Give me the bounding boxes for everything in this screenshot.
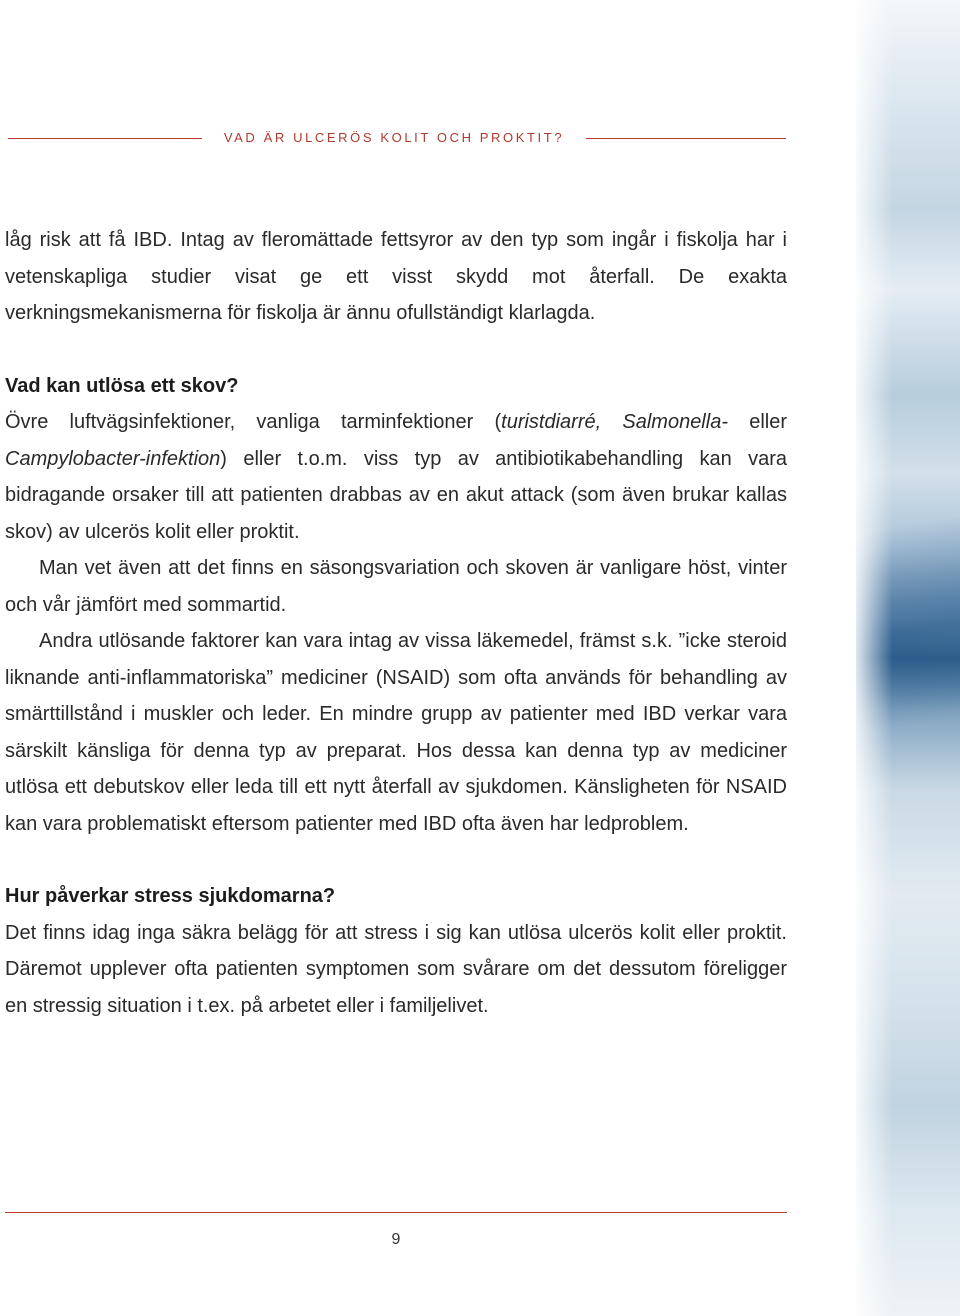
paragraph-triggers: Övre luftvägsinfektioner, vanliga tarminfektioner (turistdiarré, Salmonella- eller Campylobacter-infektion) eller t.o.m. viss typ av antibiotikabehandling kan vara bidragande orsaker till att patienten drabbas av en akut attack (som även brukar kallas skov) av ulcerös kolit eller proktit. — [5, 411, 787, 543]
paragraph-seasonal: Man vet även att det finns en säsongsvariation och skoven är vanligare höst, vinter och vår jämfört med sommartid. — [5, 557, 787, 616]
paragraph-nsaid: Andra utlösande faktorer kan vara intag av vissa läkemedel, främst s.k. ”icke steroid liknande anti-inflammatoriska” mediciner (NSAID) som ofta används för behandling av smärttillstånd i muskler och leder. En mindre grupp av patienter med IBD verkar vara särskilt känsliga för denna typ av preparat. Hos dessa kan denna typ av mediciner utlösa ett debutskov eller leda till ett nytt återfall av sjukdomen. Känsligheten för NSAID kan vara problematiskt eftersom patienter med IBD ofta även har ledproblem. — [5, 630, 787, 835]
section-heading-stress: Hur påverkar stress sjukdomarna? — [5, 885, 336, 907]
header-title: VAD ÄR ULCERÖS KOLIT OCH PROKTIT? — [223, 130, 565, 145]
header-rule-left — [8, 138, 202, 139]
decorative-water-photo — [856, 0, 960, 1316]
section-heading-skov: Vad kan utlösa ett skov? — [5, 374, 239, 397]
footer-rule — [5, 1212, 787, 1213]
italic-text: turistdiarré, Salmonella- — [501, 411, 728, 433]
running-header — [8, 128, 786, 148]
body-text — [5, 222, 787, 1024]
paragraph-stress: Det finns idag inga säkra belägg för att stress i sig kan utlösa ulcerös kolit eller proktit. Däremot upplever ofta patienten symptomen som svårare om det dessutom föreligger en stressig situation i t.ex. på arbetet eller i familjelivet. — [5, 921, 787, 1017]
page-number: 9 — [391, 1231, 401, 1248]
italic-text: Campylobacter-infektion — [5, 447, 221, 470]
header-rule-right — [586, 138, 786, 139]
intro-paragraph: låg risk att få IBD. Intag av fleromättade fettsyror av den typ som ingår i fiskolja har i vetenskapliga studier visat ge ett visst skydd mot återfall. De exakta verkningsmekanismerna för fiskolja är ännu ofullständigt klarlagda. — [5, 229, 787, 324]
